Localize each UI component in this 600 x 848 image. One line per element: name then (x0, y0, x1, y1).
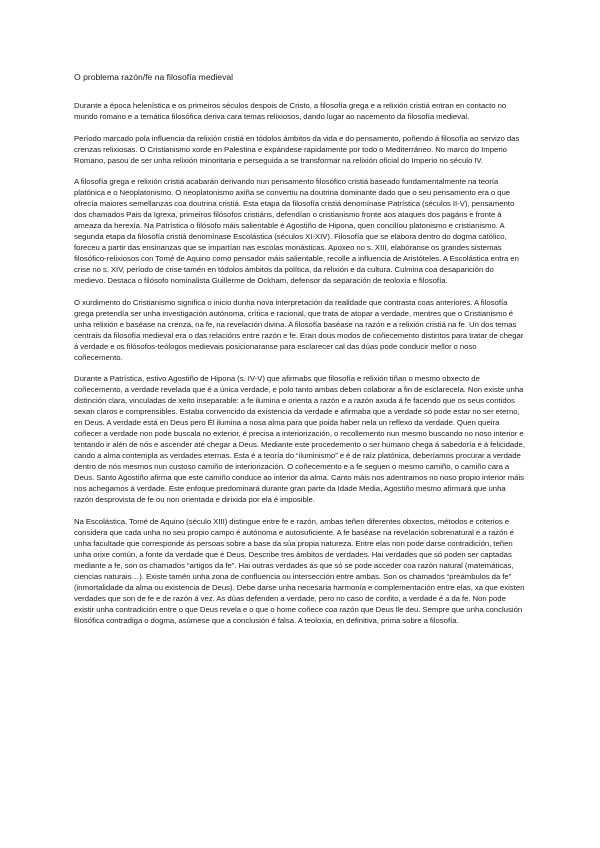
paragraph-period: Período marcado pola influencia da relixión cristiá en tódolos ámbitos da vida e do pensamento, poñendo á filosofía ao servizo das crenzas relixiosas. O Cristianismo xorde en Palestina e expándese rapidamente por todo o Mediterráneo. No marco do Imperio Romano, pasou de ser unha relixión minoritaria e perseguida a se transformar na relixión oficial do Imperio no século IV. (74, 133, 520, 165)
paragraph-intro: Durante a época helenística e os primeiros séculos despois de Cristo, a filosofía grega e a relixión cristiá entran en contacto no mundo romano e a temática filosófica deriva cara temas relixiosos, dando lugar ao nacemento da filosofía medieval. (74, 101, 507, 121)
paragraph-aquinas: Na Escolástica, Tomé de Aquino (século XIII) distingue entre fe e razón, ambas teñen diferentes obxectos, métodos e criterios e considera que cada unha no seu propio campo é autónoma e autosuficiente. A fe baséase na revelación sobrenatural e a razón é unha facultade que corresponde ás persoas sobre a base da súa propia natureza. Entre elas non pode darse contradición, teñen unha orixe común, a fonte da verdade que é Deus. Describe tres ámbitos de verdades. Hai verdades que só poden ser captadas mediante a fe, son os chamados “artigos da fe”. Hai outras verdades ás que só se pode acceder coa razón natural (matemáticas, ciencias naturais…). Existe tamén unha zona de confluencia ou intersección entre ambas. Son os chamados “preámbulos da fe” (inmortalidade da alma ou existencia de Deus). Debe darse unha necesaria harmonía e complementación entre elas, xa que existen verdades que son de fe e de razón á vez. As dúas defenden a verdade, pero no caso de confito, a verdade é a da fe. Non pode existir unha contradición entre o que Deus revela e o que o home coñece coa razón que Deus lle deu. Sempre que unha conclusión filosófica contradiga o dogma, asúmese que a conclusión é falsa. A teoloxía, en definitiva, prima sobre a filosofía. (74, 516, 525, 625)
paragraph-stages: A filosofía grega e relixión cristiá acabarán derivando nun pensamento filosófico cristiá baseado fundamentalmente na teoría platónica e o Neoplatonismo. O neoplatonismo axiña se convertiu na doutrina dominante dado que o seu pensamento era o que ofrecía maiores semellanzas coa doutrina cristiá. Esta etapa da filosofía cristiá denomínase Patrística (séculos II-V), pensamento dos chamados Pais da Igrexa, primeiros filósofos cristiáns, defendían o cristianismo fronte aos ataques dos pagáns e fronte á ameaza da herexía. Na Patrística o filósofo máis salientable é Agostiño de Hipona, quen concilíou platonismo e cristianismo. A segunda etapa da filosofía cristiá denomínase Escolástica (séculos XI-XIV). Filosofía que se elabora dentro do dogma católico, foreceu a partir das ensinanzas que se impartían nas escolas monásticas. Apoxeo no s. XIII, elabóranse os grandes sistemas filosófico-relixiosos con Tomé de Aquino como pensador máis salientable, recolle a influencia de Aristóteles. A Escolástica entra en crise no s. XIV, período de crise tamén en tódolos ámbitos da política, da relixión e da cultura. Culmina coa desaparición do medievo. Destaca o filósofo nominalista Guillerme de Ockham, defensor da separación de teoloxía e filosofía. (74, 177, 519, 285)
paragraph-augustine: Durante a Patrística, estivo Agostiño de Hipona (s. IV-V) que afirmabs que filosofía e relixión tiñan o mesmo obxecto de coñecemento, a verdade revelada que é a única verdade, e polo tanto ambas deben colaborar a fin de esclarecela. Non existe unha distinción clara, vinculadas de xeito inseparable: a fe ilumina e orienta a razón e a razón axuda á fe facendo que os seus contidos sexan claros e comprensibles. Estaba convencido da existencia da verdade e afirmaba que a verdade só pode estar no ser eterno, en Deus. A verdade está en Deus pero Él ilumina a nosa alma para que poida haber nela un reflexo da verdade. Quen queira coñecer a verdade non pode buscala no exterior, é precisa a interiorización, o recollemento nun mesmo buscando no noso interior e tentando ir alén de nós e ascender até chegar a Deus. Mediante este procedemento o ser humano chega á sabedoría e á felicidade, cando a alma contempla as verdades eternas. Esta é a teoría do “iluminismo” e é de raíz platónica, deberíamos procurar a verdade dentro de nós mesmos nun custoso camiño de interiorización. O coñecemento e a fe seguen o mesmo camiño, o camiño cara a Deus. Santo Agostiño afirma que este camiño conduce ao interior da alma. Canto máis nos adentramos no noso propio interior máis nos achegamos á verdade. Este enfoque predominará durante gran parte da Idade Media, Agostiño mesmo afirmará que unha razón desprovista de fe ou non orientada e dirixida por ela é imposible. (74, 374, 525, 504)
paragraph-reason-faith: O xurdimento do Cristianismo significa o inicio dunha nova interpretación da realidade que contrasta coas anteriores. A filosofía grega pretendía ser unha investigación autónoma, crítica e racional, que trata de atopar a verdade, mentres que o Cristianismo é unha relixión e baséase na crenza, na fe, na revelación divina. A filosofía baséase na razón e a relixión cristiá na fe. Un dos temas centrais da filosofía medieval era o das relacións entre razón e fe. Eran dous modos de coñecemento distintos para tratar de chegar á verdade e os filósofos-teólogos medievais posicionaranse para esclarecer cal das dúas pode conducir mellor o noso coñecemento. (74, 297, 524, 362)
document-page (74, 72, 526, 636)
document-title: O problema razón/fe na filosofía medieval (74, 72, 234, 82)
